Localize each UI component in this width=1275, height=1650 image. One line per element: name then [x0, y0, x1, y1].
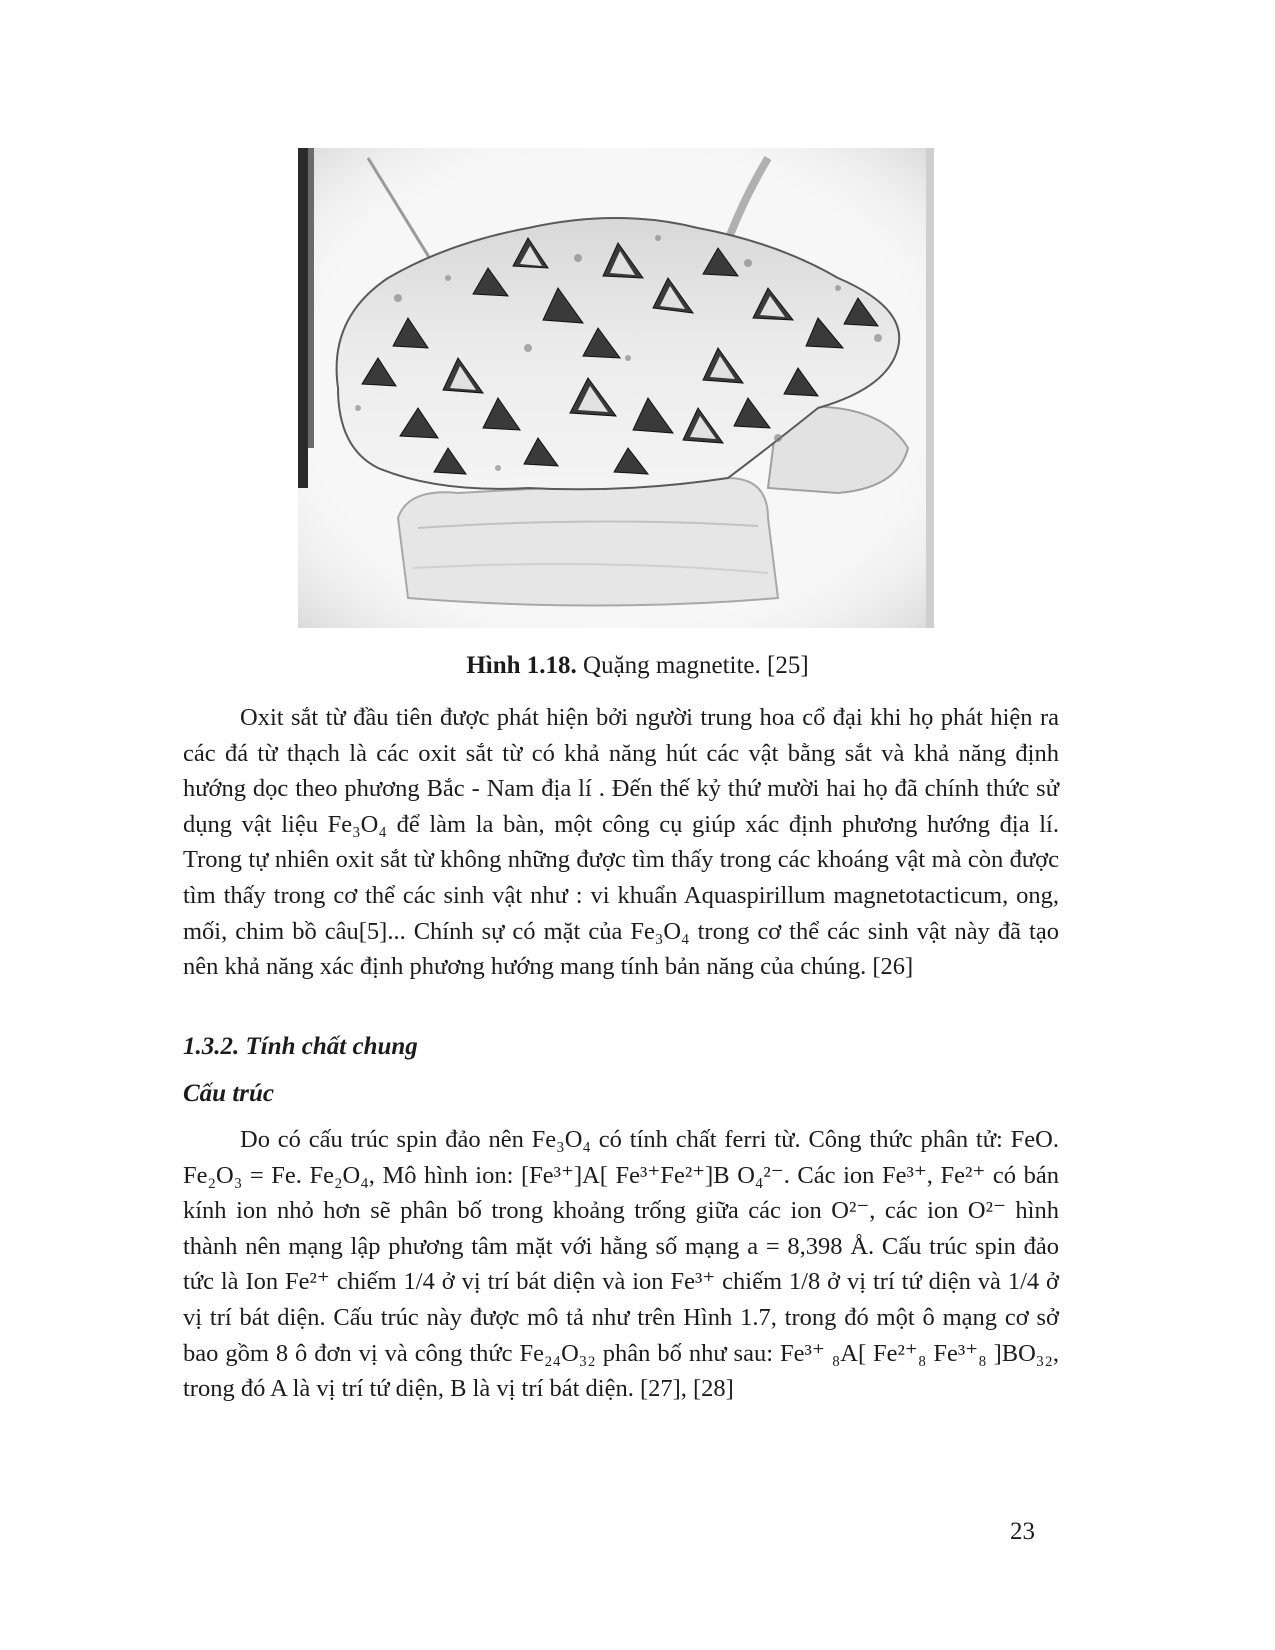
- subsection-title: Cấu trúc: [183, 1080, 275, 1107]
- magnetite-ore-photo: [298, 148, 934, 628]
- figure-caption: [0, 652, 1275, 680]
- paragraph-structure: Do có cấu trúc spin đảo nên Fe₃O₄ có tính chất ferri từ. Công thức phân tử: FeO. Fe₂O₃ = Fe. Fe₂O₄, Mô hình ion: [Fe³⁺]A[ Fe³⁺Fe²⁺]B O₄²⁻. Các ion Fe³⁺, Fe²⁺ có bán kính ion nhỏ hơn sẽ phân bố trong khoảng trống giữa các ion O²⁻, các ion O²⁻ hình thành nên mạng lập phương tâm mặt với hằng số mạng a = 8,398 Å. Cấu trúc spin đảo tức là Ion Fe²⁺ chiếm 1/4 ở vị trí bát diện và ion Fe³⁺ chiếm 1/8 ở vị trí tứ diện và 1/4 ở vị trí bát diện. Cấu trúc này được mô tả như trên Hình 1.7, trong đó một ô mạng cơ sở bao gồm 8 ô đơn vị và công thức Fe₂₄O₃₂ phân bố như sau: Fe³⁺ ₈A[ Fe²⁺₈ Fe³⁺₈ ]BO₃₂, trong đó A là vị trí tứ diện, B là vị trí bát diện. [27], [28]: [183, 1126, 1059, 1403]
- figure-label: Hình 1.18.: [466, 652, 577, 679]
- page-number: 23: [1010, 1518, 1035, 1545]
- section-title: 1.3.2. Tính chất chung: [183, 1033, 418, 1060]
- paragraph-intro: Oxit sắt từ đầu tiên được phát hiện bởi người trung hoa cổ đại khi họ phát hiện ra các đá từ thạch là các oxit sắt từ có khả năng hút các vật bằng sắt và khả năng định hướng dọc theo phương Bắc - Nam địa lí . Đến thế kỷ thứ mười hai họ đã chính thức sử dụng vật liệu Fe₃O₄ để làm la bàn, một công cụ giúp xác định phương hướng địa lí. Trong tự nhiên oxit sắt từ không những được tìm thấy trong các khoáng vật mà còn được tìm thấy trong cơ thể các sinh vật như : vi khuẩn Aquaspirillum magnetotacticum, ong, mối, chim bồ câu[5]... Chính sự có mặt của Fe₃O₄ trong cơ thể các sinh vật này đã tạo nên khả năng xác định phương hướng mang tính bản năng của chúng. [26]: [183, 704, 1059, 981]
- figure-caption-text: Quặng magnetite. [25]: [583, 652, 809, 679]
